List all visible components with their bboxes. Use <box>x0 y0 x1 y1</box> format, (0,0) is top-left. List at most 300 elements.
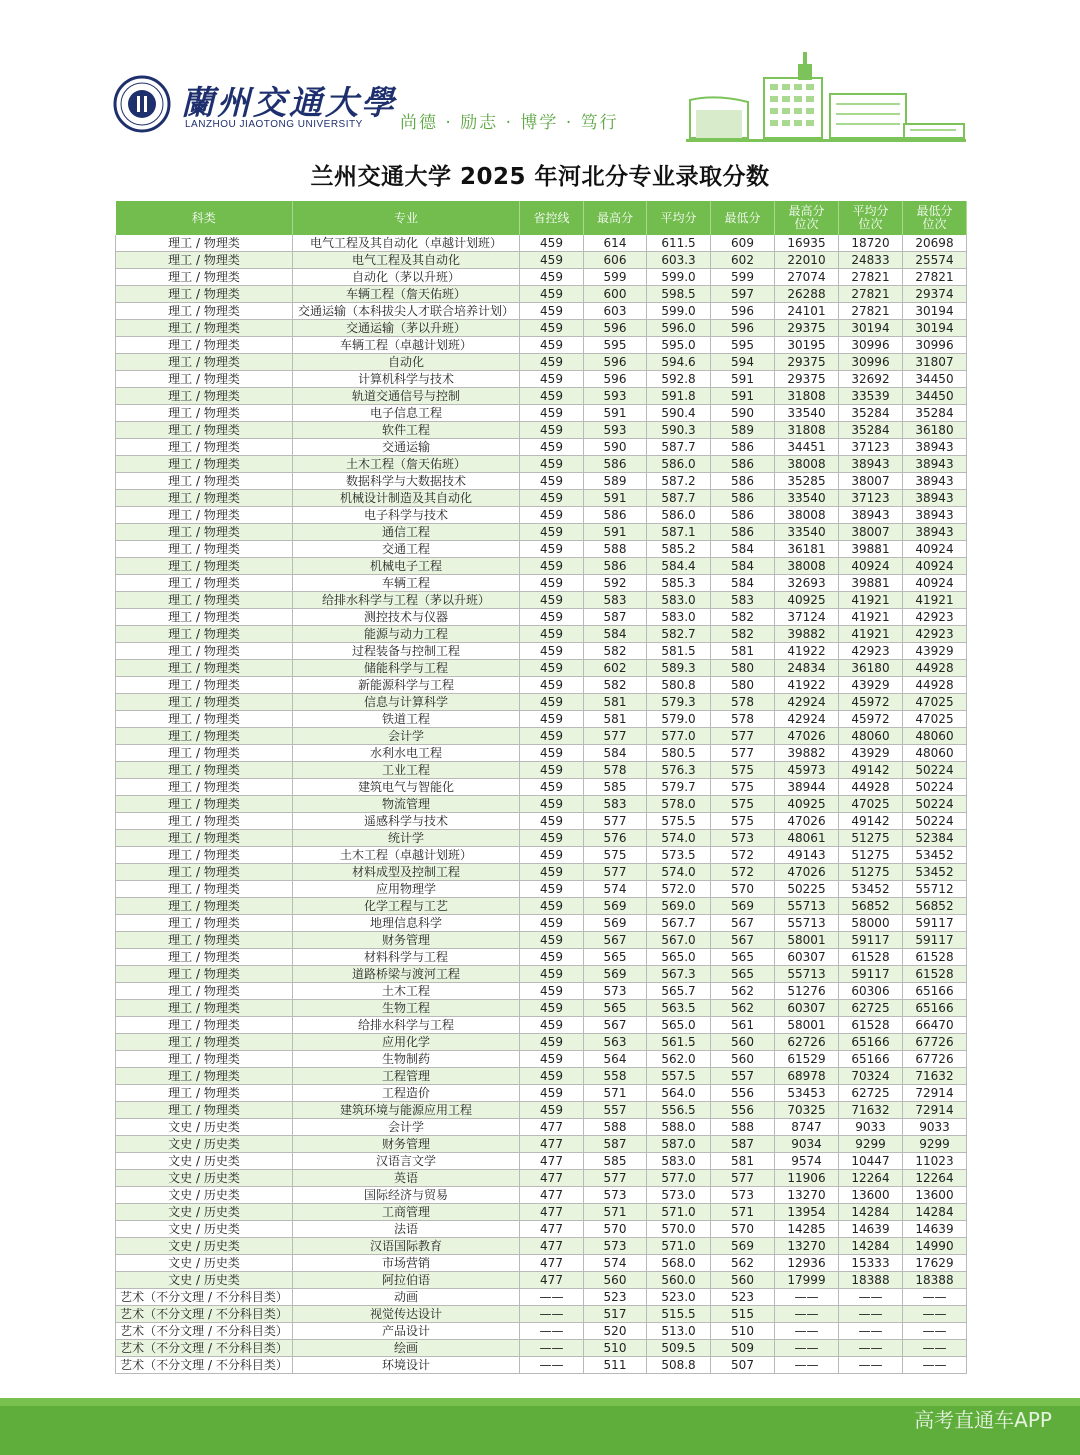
cell-max-rank: —— <box>775 1340 839 1357</box>
cell-avg-score: 588.0 <box>647 1119 711 1136</box>
cell-major: 电子信息工程 <box>293 405 520 422</box>
cell-avg-rank: 39881 <box>839 541 903 558</box>
cell-min-score: 581 <box>711 643 775 660</box>
cell-max-rank: 55713 <box>775 966 839 983</box>
cell-major: 电子科学与技术 <box>293 507 520 524</box>
table-row <box>116 932 967 949</box>
cell-major: 电气工程及其自动化（卓越计划班） <box>293 235 520 252</box>
cell-max-rank: 58001 <box>775 932 839 949</box>
table-row <box>116 1289 967 1306</box>
table-header-row <box>116 201 967 235</box>
cell-category: 理工 / 物理类 <box>116 473 293 490</box>
cell-avg-score: 603.3 <box>647 252 711 269</box>
cell-max-rank: 24834 <box>775 660 839 677</box>
cell-min-rank: 38943 <box>903 490 967 507</box>
cell-category: 理工 / 物理类 <box>116 609 293 626</box>
header-divider <box>686 139 966 142</box>
cell-avg-score: 574.0 <box>647 864 711 881</box>
cell-major: 电气工程及其自动化 <box>293 252 520 269</box>
cell-max-score: 591 <box>584 405 647 422</box>
cell-major: 交通工程 <box>293 541 520 558</box>
cell-category: 理工 / 物理类 <box>116 966 293 983</box>
column-header-avg-score: 平均分 <box>647 201 711 235</box>
cell-min-rank: 65166 <box>903 983 967 1000</box>
cell-avg-rank: 15333 <box>839 1255 903 1272</box>
table-row <box>116 473 967 490</box>
cell-max-score: 586 <box>584 507 647 524</box>
cell-avg-rank: 61528 <box>839 949 903 966</box>
cell-category: 理工 / 物理类 <box>116 660 293 677</box>
cell-max-score: 523 <box>584 1289 647 1306</box>
cell-category: 理工 / 物理类 <box>116 422 293 439</box>
cell-category: 理工 / 物理类 <box>116 643 293 660</box>
cell-max-score: 602 <box>584 660 647 677</box>
cell-avg-score: 573.0 <box>647 1187 711 1204</box>
cell-major: 化学工程与工艺 <box>293 898 520 915</box>
cell-major: 车辆工程 <box>293 575 520 592</box>
cell-avg-rank: 59117 <box>839 932 903 949</box>
cell-avg-rank: 14284 <box>839 1238 903 1255</box>
cell-provincial-line: 459 <box>520 235 584 252</box>
table-row <box>116 1323 967 1340</box>
cell-max-score: 569 <box>584 966 647 983</box>
cell-max-rank: 47026 <box>775 864 839 881</box>
cell-min-score: 560 <box>711 1272 775 1289</box>
cell-avg-score: 568.0 <box>647 1255 711 1272</box>
cell-avg-rank: 38007 <box>839 524 903 541</box>
table-row <box>116 779 967 796</box>
cell-category: 理工 / 物理类 <box>116 864 293 881</box>
table-row <box>116 609 967 626</box>
cell-major: 储能科学与工程 <box>293 660 520 677</box>
cell-major: 英语 <box>293 1170 520 1187</box>
cell-min-score: 589 <box>711 422 775 439</box>
cell-max-rank: 61529 <box>775 1051 839 1068</box>
cell-major: 财务管理 <box>293 1136 520 1153</box>
cell-min-score: 586 <box>711 507 775 524</box>
logo-chinese-name: 蘭州交通大學 <box>181 83 397 122</box>
cell-max-rank: 37124 <box>775 609 839 626</box>
cell-max-score: 591 <box>584 524 647 541</box>
cell-avg-rank: 59117 <box>839 966 903 983</box>
cell-min-score: 595 <box>711 337 775 354</box>
cell-provincial-line: 459 <box>520 1017 584 1034</box>
cell-avg-rank: 49142 <box>839 813 903 830</box>
cell-provincial-line: 459 <box>520 507 584 524</box>
cell-min-rank: 65166 <box>903 1000 967 1017</box>
column-header-provincial-line: 省控线 <box>520 201 584 235</box>
cell-max-rank: 39882 <box>775 626 839 643</box>
cell-provincial-line: 459 <box>520 541 584 558</box>
cell-major: 测控技术与仪器 <box>293 609 520 626</box>
cell-major: 计算机科学与技术 <box>293 371 520 388</box>
cell-min-score: 587 <box>711 1136 775 1153</box>
cell-max-rank: 50225 <box>775 881 839 898</box>
cell-max-score: 582 <box>584 677 647 694</box>
cell-major: 铁道工程 <box>293 711 520 728</box>
cell-avg-score: 583.0 <box>647 592 711 609</box>
cell-avg-rank: 47025 <box>839 796 903 813</box>
table-row <box>116 558 967 575</box>
cell-max-rank: 8747 <box>775 1119 839 1136</box>
cell-min-rank: 50224 <box>903 796 967 813</box>
column-header-min-score: 最低分 <box>711 201 775 235</box>
watermark: 高考直通车APP <box>914 1408 1052 1432</box>
cell-min-rank: 34450 <box>903 371 967 388</box>
cell-min-score: 599 <box>711 269 775 286</box>
cell-major: 国际经济与贸易 <box>293 1187 520 1204</box>
cell-provincial-line: 459 <box>520 745 584 762</box>
table-row <box>116 422 967 439</box>
cell-provincial-line: 477 <box>520 1119 584 1136</box>
cell-max-rank: 14285 <box>775 1221 839 1238</box>
cell-category: 理工 / 物理类 <box>116 320 293 337</box>
table-row <box>116 677 967 694</box>
cell-avg-score: 569.0 <box>647 898 711 915</box>
cell-avg-score: 598.5 <box>647 286 711 303</box>
cell-min-rank: 36180 <box>903 422 967 439</box>
cell-category: 理工 / 物理类 <box>116 694 293 711</box>
cell-avg-score: 523.0 <box>647 1289 711 1306</box>
cell-avg-score: 585.2 <box>647 541 711 558</box>
cell-max-rank: 22010 <box>775 252 839 269</box>
cell-min-rank: 71632 <box>903 1068 967 1085</box>
cell-min-score: 510 <box>711 1323 775 1340</box>
table-row <box>116 1153 967 1170</box>
cell-min-score: 609 <box>711 235 775 252</box>
cell-avg-rank: 65166 <box>839 1034 903 1051</box>
table-body <box>116 235 967 1374</box>
cell-avg-score: 565.0 <box>647 949 711 966</box>
table-row <box>116 626 967 643</box>
cell-provincial-line: 477 <box>520 1238 584 1255</box>
cell-provincial-line: 459 <box>520 643 584 660</box>
cell-min-rank: 35284 <box>903 405 967 422</box>
table-row <box>116 337 967 354</box>
cell-max-rank: 13954 <box>775 1204 839 1221</box>
cell-max-rank: 38008 <box>775 507 839 524</box>
cell-min-rank: 40924 <box>903 575 967 592</box>
cell-provincial-line: 459 <box>520 796 584 813</box>
cell-max-rank: 33540 <box>775 490 839 507</box>
cell-avg-rank: 40924 <box>839 558 903 575</box>
cell-max-score: 574 <box>584 881 647 898</box>
cell-max-rank: 38008 <box>775 558 839 575</box>
cell-provincial-line: —— <box>520 1323 584 1340</box>
cell-min-rank: 50224 <box>903 779 967 796</box>
cell-max-score: 575 <box>584 847 647 864</box>
cell-max-score: 596 <box>584 354 647 371</box>
cell-max-score: 560 <box>584 1272 647 1289</box>
cell-min-score: 575 <box>711 762 775 779</box>
cell-avg-score: 584.4 <box>647 558 711 575</box>
cell-category: 理工 / 物理类 <box>116 1017 293 1034</box>
cell-min-rank: —— <box>903 1306 967 1323</box>
cell-avg-rank: 51275 <box>839 847 903 864</box>
table-row <box>116 320 967 337</box>
cell-min-rank: 42923 <box>903 626 967 643</box>
cell-category: 艺术（不分文理 / 不分科目类） <box>116 1306 293 1323</box>
cell-avg-score: 581.5 <box>647 643 711 660</box>
cell-avg-rank: —— <box>839 1306 903 1323</box>
cell-min-rank: 14284 <box>903 1204 967 1221</box>
table-row <box>116 1187 967 1204</box>
cell-provincial-line: 459 <box>520 388 584 405</box>
cell-major: 财务管理 <box>293 932 520 949</box>
cell-provincial-line: 459 <box>520 677 584 694</box>
cell-max-score: 593 <box>584 388 647 405</box>
table-row <box>116 830 967 847</box>
cell-max-score: 584 <box>584 626 647 643</box>
cell-max-rank: —— <box>775 1289 839 1306</box>
cell-provincial-line: 459 <box>520 558 584 575</box>
cell-avg-score: 583.0 <box>647 609 711 626</box>
cell-avg-score: 595.0 <box>647 337 711 354</box>
cell-max-score: 586 <box>584 456 647 473</box>
cell-major: 水利水电工程 <box>293 745 520 762</box>
cell-category: 理工 / 物理类 <box>116 235 293 252</box>
cell-max-score: 571 <box>584 1204 647 1221</box>
admission-score-table <box>115 201 967 1374</box>
cell-max-score: 587 <box>584 609 647 626</box>
cell-provincial-line: 459 <box>520 779 584 796</box>
cell-avg-score: 590.4 <box>647 405 711 422</box>
cell-avg-score: 590.3 <box>647 422 711 439</box>
cell-avg-rank: 43929 <box>839 677 903 694</box>
cell-avg-rank: 14639 <box>839 1221 903 1238</box>
cell-min-score: 586 <box>711 439 775 456</box>
cell-provincial-line: 459 <box>520 456 584 473</box>
cell-major: 土木工程 <box>293 983 520 1000</box>
cell-max-score: 600 <box>584 286 647 303</box>
cell-min-score: 591 <box>711 371 775 388</box>
cell-max-score: 595 <box>584 337 647 354</box>
cell-min-score: 581 <box>711 1153 775 1170</box>
cell-avg-rank: 48060 <box>839 728 903 745</box>
cell-category: 理工 / 物理类 <box>116 796 293 813</box>
cell-min-rank: 25574 <box>903 252 967 269</box>
cell-major: 工业工程 <box>293 762 520 779</box>
cell-min-score: 591 <box>711 388 775 405</box>
cell-category: 艺术（不分文理 / 不分科目类） <box>116 1340 293 1357</box>
cell-avg-rank: 42923 <box>839 643 903 660</box>
cell-avg-score: 573.5 <box>647 847 711 864</box>
cell-avg-score: 582.7 <box>647 626 711 643</box>
cell-max-rank: 31808 <box>775 422 839 439</box>
cell-category: 理工 / 物理类 <box>116 1000 293 1017</box>
cell-min-rank: 14639 <box>903 1221 967 1238</box>
cell-min-rank: 30194 <box>903 303 967 320</box>
cell-min-rank: 72914 <box>903 1102 967 1119</box>
cell-max-rank: 13270 <box>775 1238 839 1255</box>
cell-min-score: 594 <box>711 354 775 371</box>
table-row <box>116 643 967 660</box>
cell-category: 理工 / 物理类 <box>116 1102 293 1119</box>
cell-avg-score: 571.0 <box>647 1204 711 1221</box>
cell-max-rank: 11906 <box>775 1170 839 1187</box>
cell-provincial-line: 459 <box>520 473 584 490</box>
table-row <box>116 1221 967 1238</box>
table-row <box>116 915 967 932</box>
cell-min-rank: 38943 <box>903 456 967 473</box>
cell-max-rank: —— <box>775 1323 839 1340</box>
cell-min-score: 597 <box>711 286 775 303</box>
cell-avg-rank: 10447 <box>839 1153 903 1170</box>
cell-major: 法语 <box>293 1221 520 1238</box>
cell-min-rank: —— <box>903 1340 967 1357</box>
table-row <box>116 1136 967 1153</box>
cell-min-rank: —— <box>903 1289 967 1306</box>
cell-min-rank: 67726 <box>903 1051 967 1068</box>
cell-avg-rank: 27821 <box>839 303 903 320</box>
cell-avg-score: 594.6 <box>647 354 711 371</box>
cell-max-rank: 33540 <box>775 405 839 422</box>
cell-min-rank: 20698 <box>903 235 967 252</box>
cell-max-rank: 33540 <box>775 524 839 541</box>
cell-provincial-line: 477 <box>520 1221 584 1238</box>
cell-min-score: 575 <box>711 796 775 813</box>
cell-major: 统计学 <box>293 830 520 847</box>
cell-avg-score: 599.0 <box>647 269 711 286</box>
table-row <box>116 796 967 813</box>
cell-max-rank: 51276 <box>775 983 839 1000</box>
cell-min-score: 523 <box>711 1289 775 1306</box>
table-row <box>116 405 967 422</box>
cell-avg-rank: 18388 <box>839 1272 903 1289</box>
cell-major: 土木工程（詹天佑班） <box>293 456 520 473</box>
cell-provincial-line: 459 <box>520 847 584 864</box>
cell-category: 理工 / 物理类 <box>116 541 293 558</box>
cell-max-score: 520 <box>584 1323 647 1340</box>
cell-avg-score: 587.0 <box>647 1136 711 1153</box>
cell-min-rank: 53452 <box>903 864 967 881</box>
cell-min-rank: 42923 <box>903 609 967 626</box>
cell-avg-rank: 45972 <box>839 711 903 728</box>
cell-min-score: 578 <box>711 694 775 711</box>
cell-category: 理工 / 物理类 <box>116 558 293 575</box>
cell-min-rank: 38943 <box>903 507 967 524</box>
cell-provincial-line: 459 <box>520 694 584 711</box>
table-row <box>116 1017 967 1034</box>
cell-major: 视觉传达设计 <box>293 1306 520 1323</box>
cell-category: 理工 / 物理类 <box>116 1085 293 1102</box>
cell-avg-score: 560.0 <box>647 1272 711 1289</box>
cell-min-score: 567 <box>711 915 775 932</box>
cell-max-score: 517 <box>584 1306 647 1323</box>
cell-max-score: 570 <box>584 1221 647 1238</box>
cell-max-score: 573 <box>584 1238 647 1255</box>
cell-provincial-line: 459 <box>520 524 584 541</box>
cell-max-score: 567 <box>584 1017 647 1034</box>
table-row <box>116 1068 967 1085</box>
table-row <box>116 592 967 609</box>
cell-min-rank: —— <box>903 1357 967 1374</box>
cell-max-score: 569 <box>584 915 647 932</box>
cell-avg-score: 599.0 <box>647 303 711 320</box>
cell-avg-score: 580.8 <box>647 677 711 694</box>
table-row <box>116 388 967 405</box>
cell-max-rank: 60307 <box>775 1000 839 1017</box>
cell-category: 理工 / 物理类 <box>116 371 293 388</box>
cell-major: 交通运输 <box>293 439 520 456</box>
cell-major: 自动化 <box>293 354 520 371</box>
cell-avg-rank: 53452 <box>839 881 903 898</box>
cell-provincial-line: 459 <box>520 405 584 422</box>
cell-max-score: 590 <box>584 439 647 456</box>
cell-category: 理工 / 物理类 <box>116 456 293 473</box>
cell-avg-score: 592.8 <box>647 371 711 388</box>
cell-provincial-line: 459 <box>520 762 584 779</box>
cell-min-rank: 47025 <box>903 711 967 728</box>
table-row <box>116 507 967 524</box>
cell-avg-rank: 35284 <box>839 405 903 422</box>
cell-max-score: 586 <box>584 558 647 575</box>
cell-min-rank: 48060 <box>903 728 967 745</box>
table-row <box>116 1255 967 1272</box>
cell-max-rank: 35285 <box>775 473 839 490</box>
cell-min-rank: 50224 <box>903 762 967 779</box>
cell-major: 材料科学与工程 <box>293 949 520 966</box>
cell-min-score: 573 <box>711 1187 775 1204</box>
cell-avg-score: 578.0 <box>647 796 711 813</box>
cell-provincial-line: 459 <box>520 813 584 830</box>
cell-avg-rank: 60306 <box>839 983 903 1000</box>
cell-provincial-line: 477 <box>520 1187 584 1204</box>
cell-category: 理工 / 物理类 <box>116 677 293 694</box>
cell-provincial-line: 459 <box>520 626 584 643</box>
cell-min-rank: 61528 <box>903 949 967 966</box>
cell-min-score: 562 <box>711 983 775 1000</box>
cell-major: 会计学 <box>293 1119 520 1136</box>
cell-provincial-line: 459 <box>520 592 584 609</box>
university-logo <box>113 75 397 135</box>
cell-category: 文史 / 历史类 <box>116 1204 293 1221</box>
cell-category: 理工 / 物理类 <box>116 728 293 745</box>
cell-max-rank: 68978 <box>775 1068 839 1085</box>
cell-min-score: 507 <box>711 1357 775 1374</box>
cell-category: 文史 / 历史类 <box>116 1255 293 1272</box>
cell-category: 理工 / 物理类 <box>116 524 293 541</box>
cell-min-rank: 66470 <box>903 1017 967 1034</box>
cell-avg-rank: —— <box>839 1340 903 1357</box>
cell-avg-score: 577.0 <box>647 728 711 745</box>
cell-max-rank: 26288 <box>775 286 839 303</box>
cell-category: 理工 / 物理类 <box>116 269 293 286</box>
university-motto: 尚德 · 励志 · 博学 · 笃行 <box>400 113 619 133</box>
cell-avg-rank: 36180 <box>839 660 903 677</box>
table-row <box>116 881 967 898</box>
cell-max-score: 592 <box>584 575 647 592</box>
cell-max-score: 511 <box>584 1357 647 1374</box>
cell-avg-score: 579.0 <box>647 711 711 728</box>
cell-avg-rank: 9033 <box>839 1119 903 1136</box>
table-row <box>116 660 967 677</box>
cell-min-score: 582 <box>711 626 775 643</box>
cell-min-rank: 38943 <box>903 524 967 541</box>
cell-avg-rank: 58000 <box>839 915 903 932</box>
cell-min-score: 577 <box>711 1170 775 1187</box>
cell-avg-rank: 61528 <box>839 1017 903 1034</box>
cell-avg-score: 571.0 <box>647 1238 711 1255</box>
cell-min-score: 588 <box>711 1119 775 1136</box>
cell-category: 理工 / 物理类 <box>116 932 293 949</box>
cell-min-rank: 59117 <box>903 915 967 932</box>
cell-provincial-line: —— <box>520 1357 584 1374</box>
cell-avg-score: 567.0 <box>647 932 711 949</box>
column-header-max-rank: 最高分 位次 <box>775 201 839 235</box>
cell-avg-score: 587.7 <box>647 439 711 456</box>
cell-category: 理工 / 物理类 <box>116 490 293 507</box>
